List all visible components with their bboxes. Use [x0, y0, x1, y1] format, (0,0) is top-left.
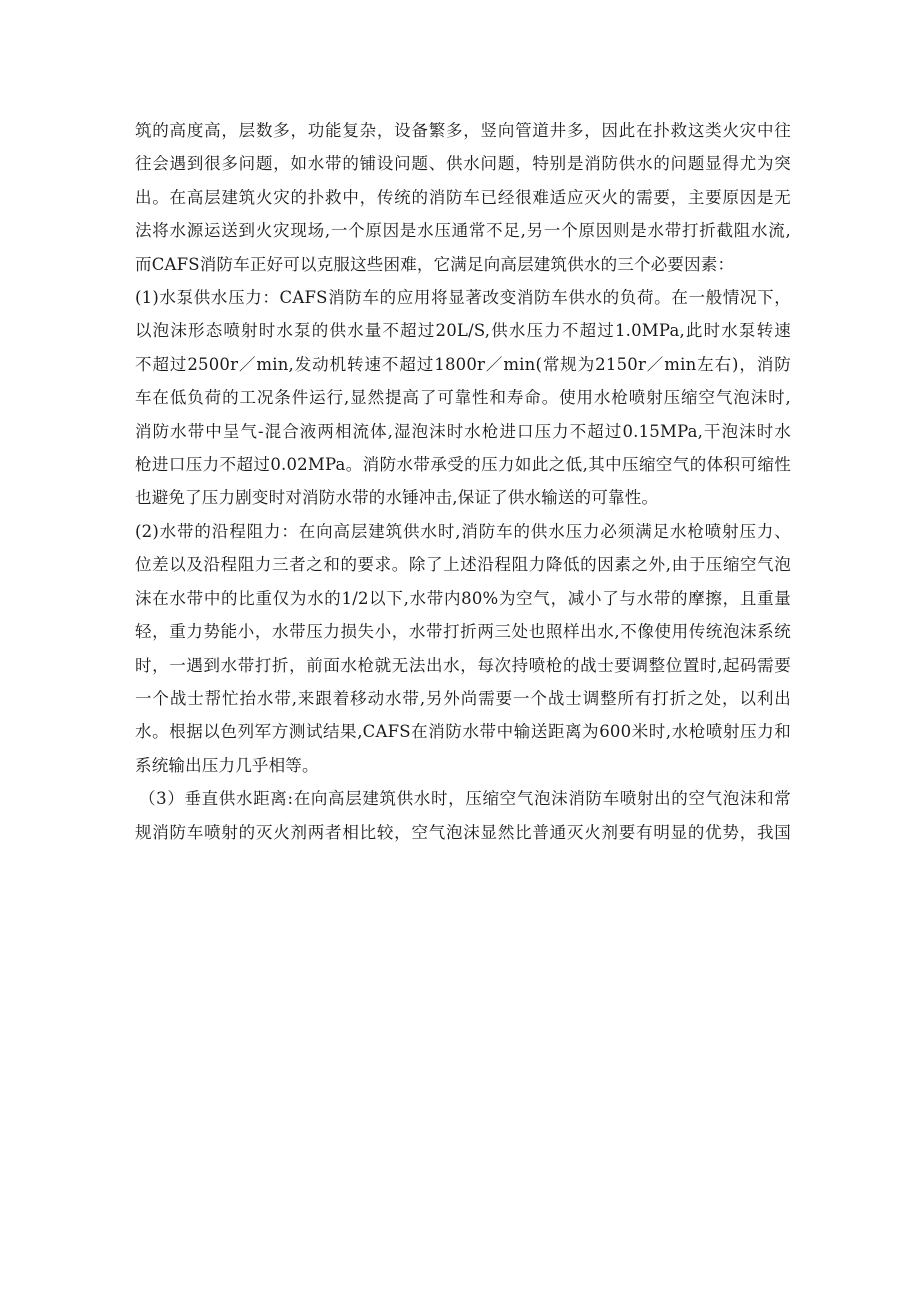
text-line: 枪进口压力不超过0.02MPa。消防水带承受的压力如此之低,其中压缩空气的体积可缩性	[135, 455, 791, 475]
text-line: 沫在水带中的比重仅为水的1/2以下,水带内80%为空气，减小了与水带的摩擦，且重量	[135, 588, 791, 608]
text-line: 系统输出压力几乎相等。	[135, 755, 319, 775]
text-line: 一个战士帮忙抬水带,来跟着移动水带,另外尚需要一个战士调整所有打折之处，以利出	[135, 688, 791, 708]
paragraph-vertical-distance	[135, 782, 791, 849]
text-line: 规消防车喷射的灭火剂两者相比较，空气泡沫显然比普通灭火剂要有明显的优势，我国	[135, 822, 791, 842]
paragraph-pump-pressure	[135, 281, 791, 515]
text-line: 法将水源运送到火灾现场,一个原因是水压通常不足,另一个原因则是水带打折截阻水流,	[135, 221, 791, 241]
text-line: 位差以及沿程阻力三者之和的要求。除了上述沿程阻力降低的因素之外,由于压缩空气泡	[135, 555, 791, 575]
text-line: (2)水带的沿程阻力：在向高层建筑供水时,消防车的供水压力必须满足水枪喷射压力、	[135, 521, 791, 541]
text-line: (1)水泵供水压力：CAFS消防车的应用将显著改变消防车供水的负荷。在一般情况下，	[135, 288, 791, 308]
text-line: 以泡沫形态喷射时水泵的供水量不超过20L/S,供水压力不超过1.0MPa,此时水泵转速	[135, 321, 791, 341]
text-line: 也避免了压力剧变时对消防水带的水锤冲击,保证了供水输送的可靠性。	[135, 488, 659, 508]
text-line: 消防水带中呈气-混合液两相流体,湿泡沫时水枪进口压力不超过0.15MPa,干泡沫时水	[135, 421, 791, 441]
text-line: 时，一遇到水带打折，前面水枪就无法出水，每次持喷枪的战士要调整位置时,起码需要	[135, 655, 791, 675]
paragraph-hose-resistance	[135, 515, 791, 782]
text-line: 往会遇到很多问题，如水带的铺设问题、供水问题，特别是消防供水的问题显得尤为突	[135, 154, 791, 174]
text-line: （3）垂直供水距离:在向高层建筑供水时，压缩空气泡沫消防车喷射出的空气泡沫和常	[139, 789, 791, 809]
document-body	[135, 114, 791, 849]
text-line: 轻，重力势能小，水带压力损失小，水带打折两三处也照样出水,不像使用传统泡沫系统	[135, 622, 791, 642]
paragraph-intro	[135, 114, 791, 281]
text-line: 水。根据以色列军方测试结果,CAFS在消防水带中输送距离为600米时,水枪喷射压力和	[135, 722, 791, 742]
text-line: 而CAFS消防车正好可以克服这些困难，它满足向高层建筑供水的三个必要因素：	[135, 254, 735, 274]
text-line: 不超过2500r／min,发动机转速不超过1800r／min(常规为2150r／min左右)，消防	[135, 354, 791, 374]
text-line: 出。在高层建筑火灾的扑救中，传统的消防车已经很难适应灭火的需要，主要原因是无	[135, 187, 791, 207]
text-line: 筑的高度高，层数多，功能复杂，设备繁多，竖向管道井多，因此在扑救这类火灾中往	[135, 121, 791, 140]
text-line: 车在低负荷的工况条件运行,显然提高了可靠性和寿命。使用水枪喷射压缩空气泡沫时,	[135, 388, 791, 408]
